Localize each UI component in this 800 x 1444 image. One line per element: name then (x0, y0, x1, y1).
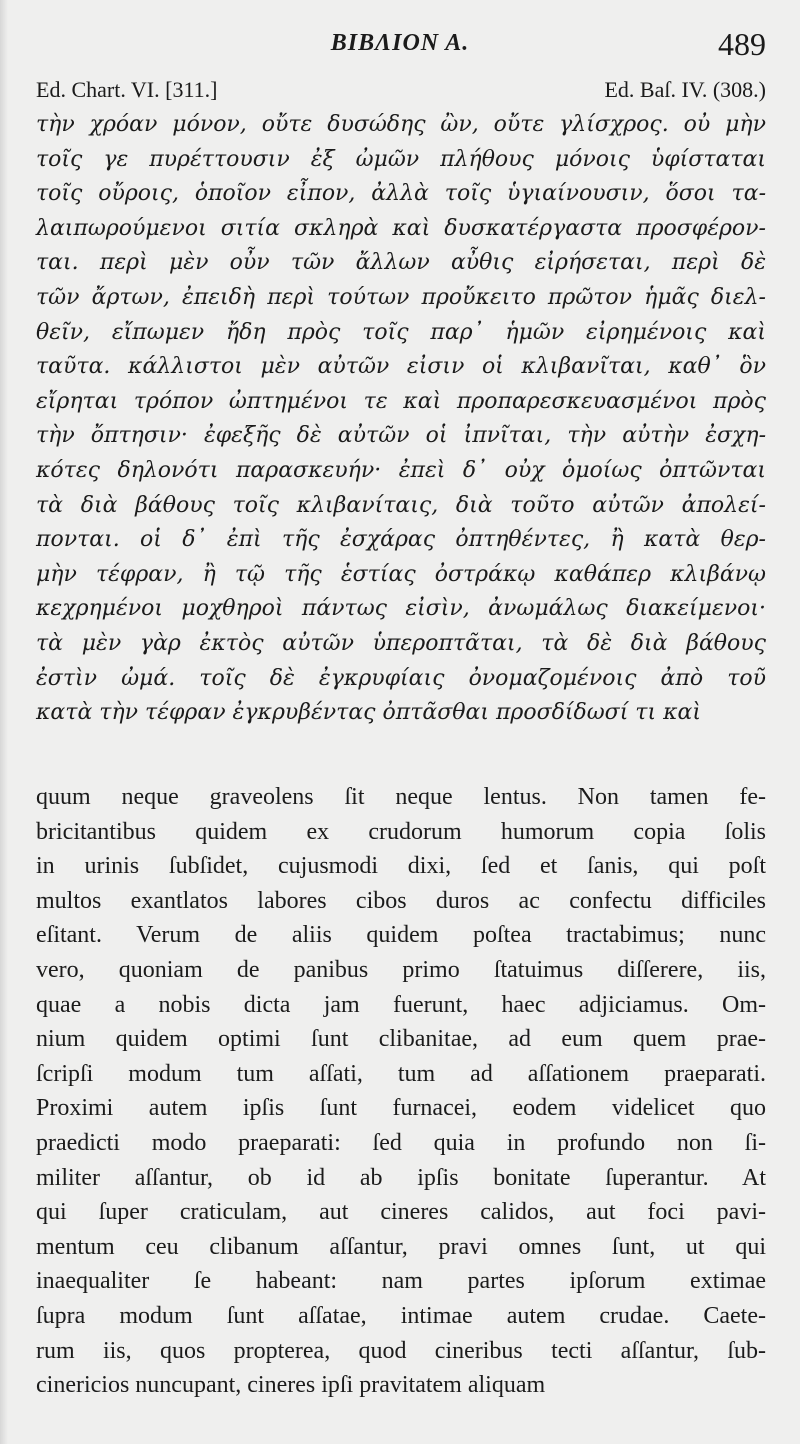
latin-text-block (36, 780, 766, 1403)
page-gutter-shadow (0, 0, 8, 1444)
greek-text-line: λαιπωρούμενοι σιτία σκληρὰ καὶ δυσκατέργαστα προσφέρον- (36, 215, 766, 241)
greek-text-line: τὰ διὰ βάθους τοῖς κλιβανίταις, διὰ τοῦτο αὐτῶν ἀπολεί- (36, 492, 766, 518)
latin-text-line: eſitant. Verum de aliis quidem poſtea tractabimus; nunc (36, 922, 766, 949)
greek-text-line: ἐστὶν ὠμά. τοῖς δὲ ἐγκρυφίαις ὀνομαζομένοις ἀπὸ τοῦ (36, 665, 766, 691)
greek-text-line: κατὰ τὴν τέφραν ἐγκρυβέντας ὀπτᾶσθαι προσδίδωσί τι καὶ (36, 700, 702, 726)
greek-text-line: εἴρηται τρόπον ὠπτημένοι τε καὶ προπαρεσκευασμένοι πρὸς (36, 388, 766, 414)
greek-text-line: τοῖς οὔροις, ὁποῖον εἶπον, ἀλλὰ τοῖς ὑγιαίνουσιν, ὅσοι τα- (36, 181, 766, 207)
edition-reference-line (36, 79, 766, 101)
greek-text-line: πονται. οἱ δ᾽ ἐπὶ τῆς ἐσχάρας ὀπτηθέντες, ἢ κατὰ θερ- (36, 527, 766, 553)
greek-text-line: ται. περὶ μὲν οὖν τῶν ἄλλων αὖθις εἰρήσεται, περὶ δὲ (36, 250, 766, 276)
greek-text-line: μὴν τέφραν, ἢ τῷ τῆς ἑστίας ὀστράκῳ καθάπερ κλιβάνῳ (36, 561, 766, 587)
latin-text-line: ſupra modum ſunt aſſatae, intimae autem crudae. Caete- (36, 1302, 766, 1329)
latin-text-line: nium quidem optimi ſunt clibanitae, ad eum quem prae- (36, 1026, 766, 1053)
latin-text-line: qui ſuper craticulam, aut cineres calidos, aut foci pavi- (36, 1199, 766, 1226)
latin-text-line: vero, quoniam de panibus primo ſtatuimus diſſerere, iis, (36, 956, 766, 983)
latin-text-line: in urinis ſubſidet, cujusmodi dixi, ſed et ſanis, qui poſt (36, 853, 766, 880)
latin-text-line: rum iis, quos propterea, quod cineribus tecti aſſantur, ſub- (36, 1337, 766, 1364)
latin-text-line: militer aſſantur, ob id ab ipſis bonitate ſuperantur. At (36, 1164, 766, 1191)
latin-text-line: quum neque graveolens ſit neque lentus. Non tamen fe- (36, 784, 766, 810)
greek-text-line: τοῖς γε πυρέττουσιν ἐξ ὠμῶν πλήθους μόνοις ὑφίσταται (36, 146, 766, 172)
greek-text-line: τῶν ἄρτων, ἐπειδὴ περὶ τούτων προὔκειτο πρῶτον ἡμᾶς διελ- (36, 284, 766, 310)
latin-text-line: praedicti modo praeparati: ſed quia in profundo non ſi- (36, 1129, 766, 1156)
latin-text-line: quae a nobis dicta jam fuerunt, haec adjiciamus. Om- (36, 991, 766, 1018)
page-number: 489 (718, 26, 766, 62)
greek-text-line: θεῖν, εἴπωμεν ἤδη πρὸς τοῖς παρ᾽ ἡμῶν εἰρημένοις καὶ (36, 319, 766, 345)
edition-reference-basel: Ed. Baſ. IV. (308.) (604, 77, 766, 102)
latin-text-line: ſcripſi modum tum aſſati, tum ad aſſationem praeparati. (36, 1060, 766, 1087)
latin-text-line: inaequaliter ſe habeant: nam partes ipſorum extimae (36, 1268, 766, 1295)
greek-text-block (36, 108, 766, 731)
latin-text-line: mentum ceu clibanum aſſantur, pravi omnes ſunt, ut qui (36, 1233, 766, 1260)
edition-reference-chartier: Ed. Chart. VI. [311.] (36, 77, 218, 102)
greek-text-line: κότες δηλονότι παρασκευήν· ἐπεὶ δ᾽ οὐχ ὁμοίως ὀπτῶνται (36, 457, 766, 483)
greek-text-line: τὴν ὄπτησιν· ἐφεξῆς δὲ αὐτῶν οἱ ἰπνῖται, τὴν αὐτὴν ἐσχη- (36, 423, 766, 449)
latin-text-line: multos exantlatos labores cibos duros ac confectu difficiles (36, 887, 766, 914)
latin-text-line: Proximi autem ipſis ſunt furnacei, eodem videlicet quo (36, 1095, 766, 1122)
greek-text-line: τὰ μὲν γὰρ ἐκτὸς αὐτῶν ὑπεροπτᾶται, τὰ δὲ διὰ βάθους (36, 630, 766, 656)
latin-text-line: cinericios nuncupant, cineres ipſi pravitatem aliquam (36, 1372, 546, 1399)
latin-text-line: bricitantibus quidem ex crudorum humorum copia ſolis (36, 818, 766, 845)
greek-text-line: ταῦτα. κάλλιστοι μὲν αὐτῶν εἰσιν οἱ κλιβανῖται, καθ᾽ ὃν (36, 354, 766, 380)
greek-text-line: τὴν χρόαν μόνον, οὔτε δυσώδης ὢν, οὔτε γλίσχρος. οὐ μὴν (36, 112, 766, 137)
greek-text-line: κεχρημένοι μοχθηροὶ πάντως εἰσὶν, ἀνωμάλως διακείμενοι· (36, 596, 766, 622)
running-head-title: BIBΛΙΟΝ Α. (330, 30, 470, 56)
